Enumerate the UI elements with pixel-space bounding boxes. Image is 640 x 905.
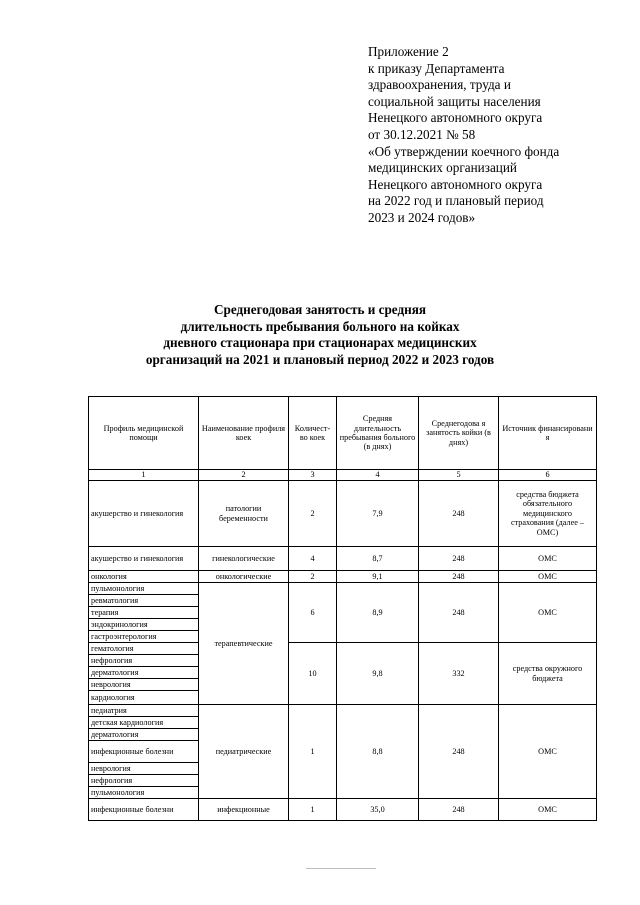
cell-profile: кардиология <box>89 691 199 705</box>
cell-profile: инфекционные болезни <box>89 741 199 763</box>
appendix-line: 2023 и 2024 годов» <box>368 209 476 225</box>
cell-occupancy: 248 <box>419 481 499 547</box>
bed-occupancy-table <box>88 396 597 821</box>
cell-avg-stay: 8,8 <box>337 705 419 799</box>
cell-funding-source: средства бюджета обязательного медицинского страхования (далее – ОМС) <box>499 481 597 547</box>
appendix-line: Ненецкого автономного округа <box>368 176 543 192</box>
cell-avg-stay: 35,0 <box>337 799 419 821</box>
table-row <box>89 643 597 655</box>
cell-profile: дерматология <box>89 667 199 679</box>
cell-avg-stay: 9,8 <box>337 643 419 705</box>
appendix-line: на 2022 год и плановый период <box>368 193 544 209</box>
cell-profile: неврология <box>89 763 199 775</box>
table-header-row <box>89 397 597 470</box>
cell-bed-count: 6 <box>289 583 337 643</box>
title-line: длительность пребывания больного на койках <box>180 318 460 334</box>
appendix-line: к приказу Департамента <box>368 60 505 76</box>
document-title <box>100 302 540 368</box>
cell-funding-source: ОМС <box>499 547 597 571</box>
header-profile: Профиль медицинской помощи <box>89 397 199 470</box>
cell-profile: инфекционные болезни <box>89 799 199 821</box>
cell-occupancy: 248 <box>419 705 499 799</box>
header-funding-source: Источник финансировани я <box>499 397 597 470</box>
cell-profile: терапия <box>89 607 199 619</box>
cell-occupancy: 248 <box>419 583 499 643</box>
cell-funding-source: ОМС <box>499 571 597 583</box>
table-row <box>89 583 597 595</box>
cell-profile: пульмонология <box>89 583 199 595</box>
appendix-line: «Об утверждении коечного фонда <box>368 143 560 159</box>
cell-profile: детская кардиология <box>89 717 199 729</box>
column-number: 1 <box>89 470 199 481</box>
title-line: дневного стационара при стационарах медицинских <box>163 335 477 350</box>
cell-profile: эндокринология <box>89 619 199 631</box>
cell-profile: неврология <box>89 679 199 691</box>
cell-bed-count: 10 <box>289 643 337 705</box>
column-number: 2 <box>199 470 289 481</box>
cell-avg-stay: 7,9 <box>337 481 419 547</box>
appendix-line: социальной защиты населения <box>368 93 541 109</box>
appendix-line: от 30.12.2021 № 58 <box>368 126 476 142</box>
cell-bed-profile: патологии беременности <box>199 481 289 547</box>
cell-profile: акушерство и гинекология <box>89 481 199 547</box>
cell-profile: онкология <box>89 571 199 583</box>
cell-profile: педиатрия <box>89 705 199 717</box>
appendix-line: Ненецкого автономного округа <box>368 110 543 126</box>
cell-occupancy: 332 <box>419 643 499 705</box>
cell-bed-count: 1 <box>289 705 337 799</box>
cell-profile: гематология <box>89 643 199 655</box>
column-number-row <box>89 470 597 481</box>
title-line: организаций на 2021 и плановый период 2022 и 2023 годов <box>145 351 495 367</box>
cell-bed-profile: педиатрические <box>199 705 289 799</box>
cell-funding-source: средства окружного бюджета <box>499 643 597 705</box>
appendix-line: медицинских организаций <box>368 160 517 176</box>
cell-avg-stay: 9,1 <box>337 571 419 583</box>
cell-funding-source: ОМС <box>499 583 597 643</box>
cell-profile: дерматология <box>89 729 199 741</box>
cell-profile: пульмонология <box>89 787 199 799</box>
cell-profile: гастроэнтерология <box>89 631 199 643</box>
header-occupancy: Среднегодова я занятость койки (в днях) <box>419 397 499 470</box>
header-bed-profile: Наименование профиля коек <box>199 397 289 470</box>
cell-bed-count: 1 <box>289 799 337 821</box>
cell-avg-stay: 8,9 <box>337 583 419 643</box>
cell-bed-profile: онкологические <box>199 571 289 583</box>
header-avg-stay: Средняя длительность пребывания больного (в днях) <box>337 397 419 470</box>
cell-bed-count: 2 <box>289 571 337 583</box>
cell-bed-profile: гинекологические <box>199 547 289 571</box>
cell-funding-source: ОМС <box>499 705 597 799</box>
appendix-block <box>368 44 628 227</box>
table-row <box>89 705 597 717</box>
column-number: 3 <box>289 470 337 481</box>
cell-bed-profile: инфекционные <box>199 799 289 821</box>
table-row <box>89 571 597 583</box>
cell-profile: акушерство и гинекология <box>89 547 199 571</box>
title-line: Среднегодовая занятость и средняя <box>213 302 427 317</box>
table-row <box>89 547 597 571</box>
cell-profile: нефрология <box>89 655 199 667</box>
cell-occupancy: 248 <box>419 571 499 583</box>
cell-occupancy: 248 <box>419 547 499 571</box>
cell-bed-profile: терапевтические <box>199 583 289 705</box>
cell-bed-count: 4 <box>289 547 337 571</box>
column-number: 5 <box>419 470 499 481</box>
cell-occupancy: 248 <box>419 799 499 821</box>
appendix-line: здравоохранения, труда и <box>368 77 511 93</box>
cell-avg-stay: 8,7 <box>337 547 419 571</box>
cell-funding-source: ОМС <box>499 799 597 821</box>
cell-bed-count: 2 <box>289 481 337 547</box>
column-number: 6 <box>499 470 597 481</box>
appendix-line: Приложение 2 <box>368 44 449 59</box>
cell-profile: нефрология <box>89 775 199 787</box>
table-row <box>89 799 597 821</box>
footer-divider <box>306 868 376 869</box>
column-number: 4 <box>337 470 419 481</box>
cell-profile: ревматология <box>89 595 199 607</box>
header-bed-count: Количест-во коек <box>289 397 337 470</box>
table-row <box>89 481 597 547</box>
